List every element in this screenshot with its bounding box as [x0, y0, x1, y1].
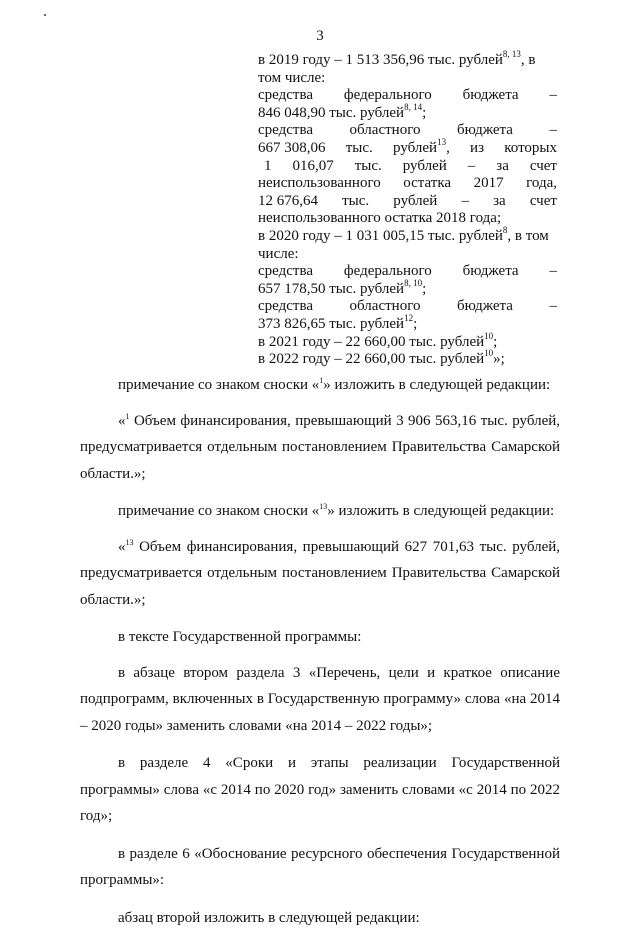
paragraph: в разделе 4 «Сроки и этапы реализации Государственной программы» слова «с 2014 по 2020 год» заменить словами «с 2014 по 2022 год»;	[80, 755, 560, 824]
col-line-justified: средства федерального бюджета –	[258, 263, 557, 280]
page-number: 3	[316, 28, 324, 44]
footnote-ref: 1	[319, 376, 324, 385]
col-line-justified: 12 676,64 тыс. рублей – за счет	[258, 192, 557, 209]
col-line: 657 178,50 тыс. рублей$^{8, 10}$;	[258, 277, 427, 297]
paragraph: в тексте Государственной программы:	[118, 629, 362, 645]
col-line-justified: средства областного бюджета –	[258, 122, 557, 139]
col-line: неиспользованного остатка 2018 года;	[258, 210, 502, 227]
col-line: 373 826,65 тыс. рублей$^{12}$;	[258, 312, 418, 332]
footnote-ref: 1	[125, 411, 130, 421]
col-line-justified: средства федерального бюджета –	[258, 87, 557, 104]
funding-column	[258, 49, 557, 369]
col-line-justified: 1 016,07 тыс. рублей – за счет	[264, 157, 557, 174]
paragraph: абзац второй изложить в следующей редакции:	[118, 909, 420, 926]
footnote-ref: 8, 10	[404, 277, 423, 288]
col-line-2019: в 2019 году – 1 513 356,96 тыс. рублей$^{8, 13}$, в	[258, 49, 536, 68]
col-line-2022: в 2022 году – 22 660,00 тыс. рублей$^{10}$»;	[258, 348, 505, 368]
paragraph: в разделе 6 «Обоснование ресурсного обеспечения Государственной программы»:	[80, 845, 560, 888]
footnote-ref: 13	[319, 502, 328, 511]
footnote-ref: 10	[484, 330, 494, 341]
document-body	[80, 372, 560, 942]
paragraph: в абзаце втором раздела 3 «Перечень, цели и краткое описание подпрограмм, включенных в Государственную программу» слова «на 2014 – 2020 годы» заменить словами «на 2014 – 2022 годы»;	[80, 664, 560, 734]
col-line: 846 048,90 тыс. рублей$^{8, 14}$;	[258, 101, 427, 121]
scan-artifact-dot	[44, 14, 46, 16]
paragraph-quote-1: «$^1$ Объем финансирования, превышающий 3 906 563,16 тыс. рублей, предусматривается отдельным постановлением Правительства Самарской области.»;	[80, 411, 560, 482]
footnote-ref: 10	[484, 348, 494, 359]
paragraph-note-1: примечание со знаком сноски «$^1$» изложить в следующей редакции:	[118, 376, 551, 393]
col-line-2021: в 2021 году – 22 660,00 тыс. рублей$^{10}$;	[258, 330, 498, 350]
footnote-ref: 8, 14	[404, 101, 423, 112]
col-line-2020: в 2020 году – 1 031 005,15 тыс. рублей$^8$, в том	[258, 224, 549, 244]
col-line: числе:	[258, 245, 299, 262]
footnote-ref: 13	[437, 136, 447, 147]
paragraph-quote-13: «$^{13}$ Объем финансирования, превышающий 627 701,63 тыс. рублей, предусматривается отдельным постановлением Правительства Самарской области.»;	[80, 537, 560, 608]
footnote-ref: 8	[502, 224, 508, 235]
footnote-ref: 8, 13	[502, 49, 521, 59]
footnote-ref: 13	[125, 537, 134, 547]
col-line-justified: неиспользованного остатка 2017 года,	[258, 175, 557, 192]
footnote-ref: 12	[404, 312, 414, 323]
paragraph-note-13: примечание со знаком сноски «$^{13}$» изложить в следующей редакции:	[118, 502, 555, 519]
col-line-justified: 667 308,06 тыс. рублей$^{13}$, из которых	[258, 136, 557, 156]
col-line: том числе:	[258, 69, 326, 86]
col-line-justified: средства областного бюджета –	[258, 298, 557, 315]
